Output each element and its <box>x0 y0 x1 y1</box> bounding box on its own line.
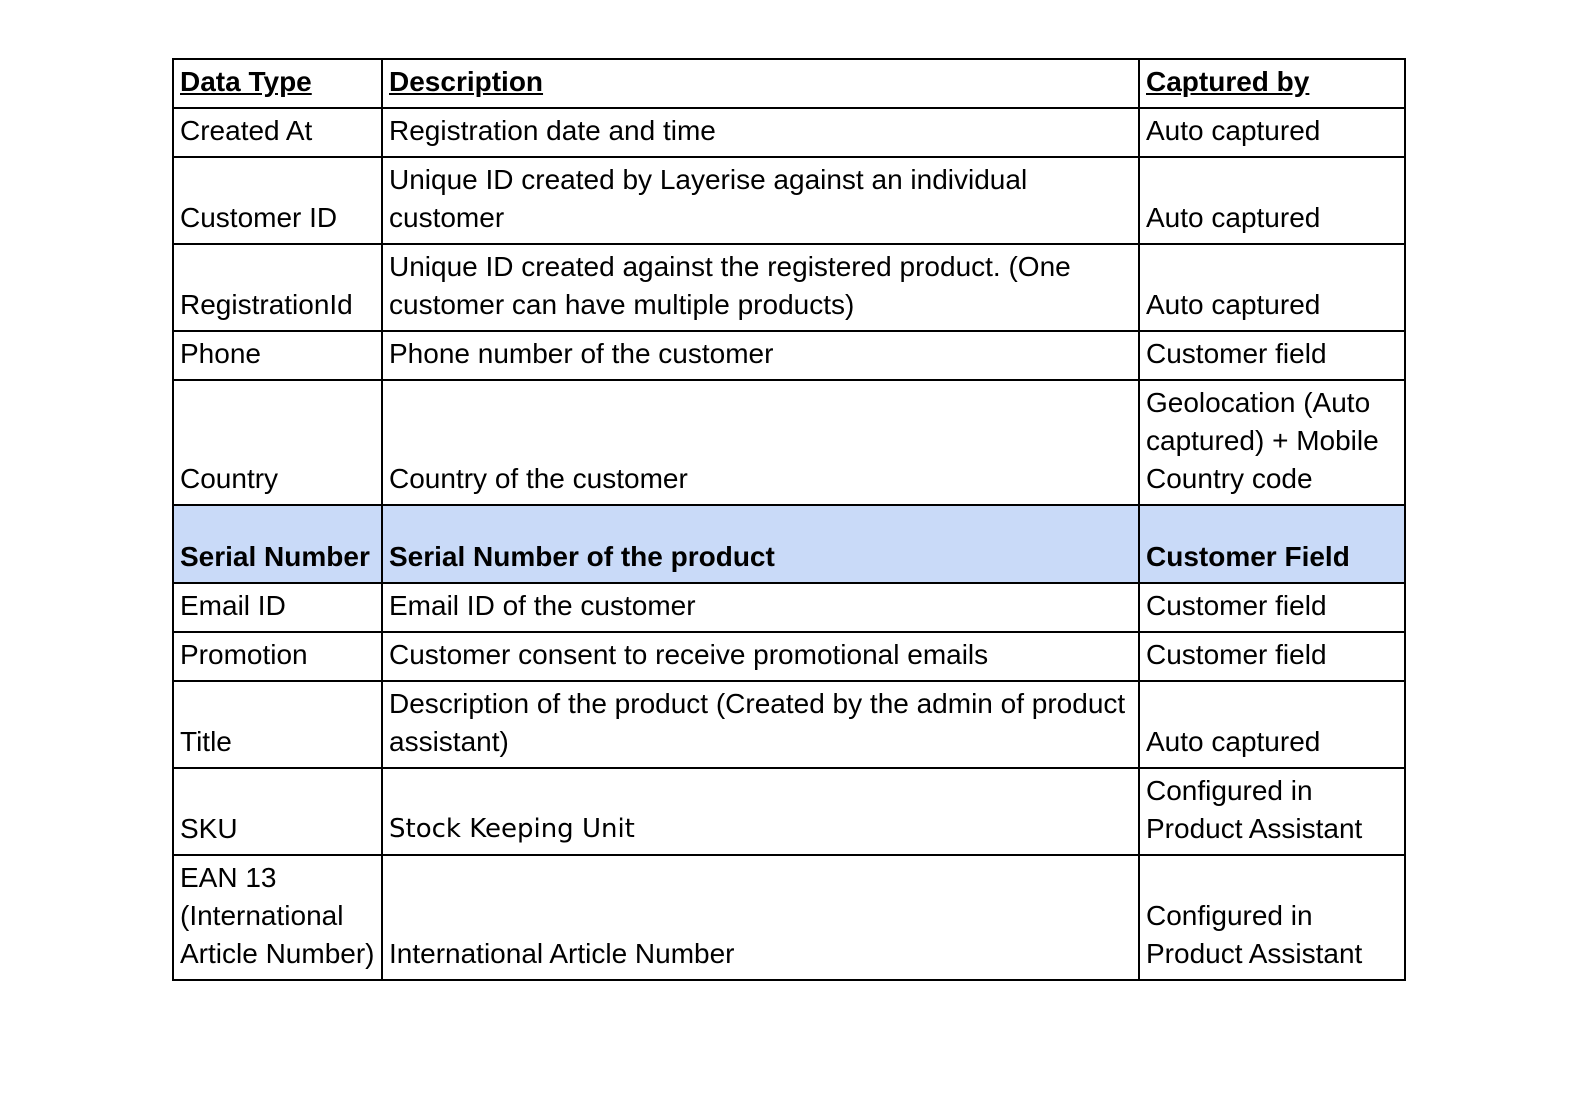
cell-data-type: Promotion <box>173 632 382 681</box>
cell-data-type: Customer ID <box>173 157 382 244</box>
cell-description: Country of the customer <box>382 380 1139 505</box>
header-description: Description <box>382 59 1139 108</box>
cell-captured-by: Customer field <box>1139 583 1405 632</box>
cell-data-type: EAN 13 (International Article Number) <box>173 855 382 980</box>
cell-captured-by: Configured in Product Assistant <box>1139 855 1405 980</box>
data-capture-table <box>172 58 1406 981</box>
cell-data-type: Created At <box>173 108 382 157</box>
table-row <box>173 108 1405 157</box>
cell-captured-by: Customer field <box>1139 331 1405 380</box>
cell-description: Serial Number of the product <box>382 505 1139 583</box>
cell-captured-by: Auto captured <box>1139 157 1405 244</box>
cell-description: International Article Number <box>382 855 1139 980</box>
cell-description: Description of the product (Created by the admin of product assistant) <box>382 681 1139 768</box>
cell-data-type: Serial Number <box>173 505 382 583</box>
table-row <box>173 331 1405 380</box>
table-row-highlighted <box>173 505 1405 583</box>
cell-description: Email ID of the customer <box>382 583 1139 632</box>
cell-description: Customer consent to receive promotional emails <box>382 632 1139 681</box>
table-row <box>173 380 1405 505</box>
cell-description: Registration date and time <box>382 108 1139 157</box>
header-captured-by: Captured by <box>1139 59 1405 108</box>
table-row <box>173 681 1405 768</box>
cell-data-type: Phone <box>173 331 382 380</box>
cell-captured-by: Customer field <box>1139 632 1405 681</box>
cell-data-type: RegistrationId <box>173 244 382 331</box>
table-row <box>173 768 1405 855</box>
cell-captured-by: Configured in Product Assistant <box>1139 768 1405 855</box>
header-row <box>173 59 1405 108</box>
header-data-type: Data Type <box>173 59 382 108</box>
cell-description: Phone number of the customer <box>382 331 1139 380</box>
table-row <box>173 632 1405 681</box>
cell-captured-by: Auto captured <box>1139 108 1405 157</box>
table-row <box>173 855 1405 980</box>
cell-captured-by: Auto captured <box>1139 681 1405 768</box>
table-row <box>173 244 1405 331</box>
cell-captured-by: Customer Field <box>1139 505 1405 583</box>
cell-data-type: SKU <box>173 768 382 855</box>
cell-captured-by: Geolocation (Auto captured) + Mobile Country code <box>1139 380 1405 505</box>
cell-description: Unique ID created by Layerise against an individual customer <box>382 157 1139 244</box>
table-row <box>173 583 1405 632</box>
table-row <box>173 157 1405 244</box>
cell-captured-by: Auto captured <box>1139 244 1405 331</box>
cell-data-type: Country <box>173 380 382 505</box>
cell-description: Unique ID created against the registered product. (One customer can have multiple products) <box>382 244 1139 331</box>
cell-description: Stock Keeping Unit <box>382 768 1139 855</box>
cell-data-type: Email ID <box>173 583 382 632</box>
cell-data-type: Title <box>173 681 382 768</box>
